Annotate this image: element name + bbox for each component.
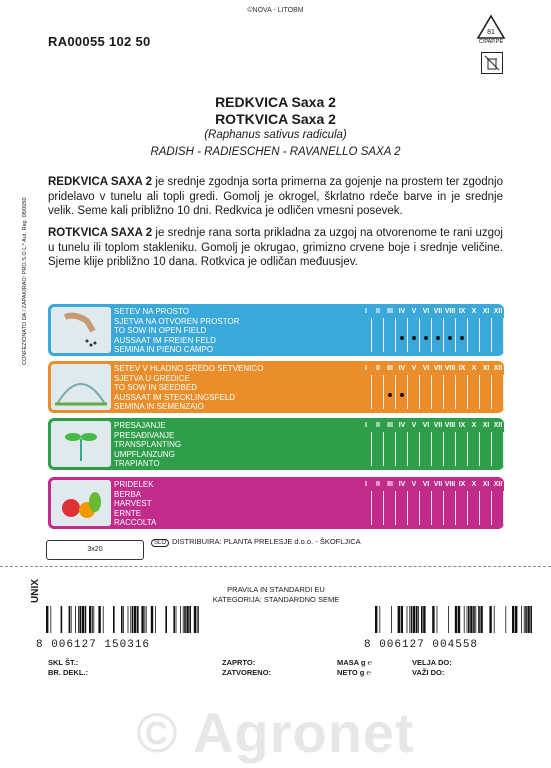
barcode-bar (391, 606, 392, 633)
month-divider (407, 318, 408, 352)
barcode-bar (468, 606, 470, 633)
barcode-bar (432, 606, 434, 633)
barcode-bar (473, 606, 475, 633)
month-label: II (376, 365, 380, 372)
month-label: VIII (444, 308, 456, 315)
barcode-bar (141, 606, 143, 633)
cut-line (0, 566, 551, 567)
month-divider (419, 432, 420, 466)
month-divider (455, 432, 456, 466)
barcode-bar (98, 606, 100, 633)
month-divider (503, 491, 504, 525)
month-label: VIII (444, 481, 456, 488)
barcode-bar (455, 606, 457, 633)
month-divider (371, 491, 372, 525)
month-label: IV (398, 422, 406, 429)
barcode-bar (512, 606, 514, 633)
barcode-bar (480, 606, 482, 633)
calendar-row-labels: SETEV V HLADNO GREDO SETVENICO SJETVA U GREDICE TO SOW IN SEEDBED AUSSAAT IM STECKLINGSFELD SEMINA IN SEMENZAIO (114, 364, 264, 411)
barcode-bar (103, 606, 104, 633)
barcode-bar (409, 606, 410, 633)
month-label: V (411, 365, 417, 372)
seedling-icon (51, 421, 111, 467)
distributor-info: SLO DISTRIBUIRA: PLANTA PRELESJE d.o.o. - ŠKOFLJICA (151, 537, 361, 547)
barcode-bar (69, 606, 71, 633)
barcode-bar (448, 606, 449, 633)
month-active-dot (400, 336, 404, 340)
barcode-bar (524, 606, 525, 633)
copyright-text: ©NOVA - LITOBM (247, 7, 304, 14)
month-divider (431, 375, 432, 409)
barcode-bar (475, 606, 476, 633)
month-divider (479, 432, 480, 466)
barcode-bar (411, 606, 413, 633)
barcode-bar (521, 606, 522, 633)
month-divider (455, 491, 456, 525)
month-divider (503, 318, 504, 352)
barcode-bar (134, 606, 136, 633)
calendar-row-labels: PRESAJANJE PRESAĐIVANJE TRANSPLANTING UMPFLANZUNG TRAPIANTO (114, 421, 182, 468)
barcode-bar (146, 606, 147, 633)
month-divider (431, 432, 432, 466)
month-label: VII (433, 481, 443, 488)
barcode-bar (197, 606, 198, 633)
month-grid (360, 477, 504, 529)
barcode-bar (198, 606, 199, 633)
month-label: X (471, 422, 477, 429)
barcode-number-2: 8 006127 004558 (364, 639, 479, 651)
month-divider (479, 491, 480, 525)
barcode-number-1: 8 006127 150316 (36, 639, 151, 651)
month-divider (491, 491, 492, 525)
packaging-info: CONFEZIONATO DA / ZAPAKIRAO: PRO.S.O.L.* Aut. Reg. 08/0050 (22, 197, 28, 365)
description-croatian: ROTKVICA SAXA 2 je srednje rana sorta prikladna za uzgoj na otvorenome te rani uzgoj u tunelu ili toplom stakleniku. Gomolj je okrugao, grimizno crvene boje i srednje veličine. Sjeme klije približno 10 dana. Rotkvica je odličan međuusjev. (48, 227, 503, 268)
barcode-bar (437, 606, 438, 633)
month-divider (407, 375, 408, 409)
month-divider (491, 318, 492, 352)
month-label: VI (422, 308, 430, 315)
barcode-bar (46, 606, 48, 633)
month-divider (503, 432, 504, 466)
month-divider (443, 432, 444, 466)
month-divider (503, 375, 504, 409)
month-divider (395, 432, 396, 466)
barcode-bar (176, 606, 177, 633)
month-label: VI (422, 422, 430, 429)
barcode-1 (44, 606, 204, 633)
plant-spacing: 3x20 (46, 540, 144, 560)
trash-bin-icon (481, 52, 503, 74)
month-label: IX (458, 481, 466, 488)
barcode-bar (79, 606, 81, 633)
barcode-bar (421, 606, 423, 633)
month-label: II (376, 308, 380, 315)
month-label: XI (482, 365, 490, 372)
sowing-hand-icon (51, 307, 111, 353)
month-label: V (411, 422, 417, 429)
footer-sealed-labels: ZAPRTO: ZATVORENO: (222, 658, 272, 677)
calendar-row-labels: PRIDELEK BERBA HARVEST ERNTE RACCOLTA (114, 480, 157, 527)
month-divider (371, 318, 372, 352)
barcode-bar (75, 606, 76, 633)
calendar-row-transplanting (48, 418, 504, 470)
barcode-bar (128, 606, 129, 633)
month-active-dot (400, 393, 404, 397)
month-label: VII (433, 308, 443, 315)
barcode-bar (123, 606, 124, 633)
month-label: XI (482, 308, 490, 315)
month-label: I (365, 481, 367, 488)
barcode-bar (173, 606, 175, 633)
month-divider (395, 318, 396, 352)
month-label: IX (458, 308, 466, 315)
barcode-bar (183, 606, 184, 633)
month-divider (395, 375, 396, 409)
barcode-bar (423, 606, 425, 633)
month-active-dot (448, 336, 452, 340)
month-divider (407, 432, 408, 466)
month-label: V (411, 308, 417, 315)
barcode-bar (186, 606, 188, 633)
barcode-bar (515, 606, 517, 633)
barcode-bar (155, 606, 156, 633)
month-divider (443, 375, 444, 409)
month-label: III (387, 365, 393, 372)
greenhouse-icon (51, 364, 111, 410)
month-label: VIII (444, 365, 456, 372)
month-label: III (387, 481, 393, 488)
month-divider (383, 432, 384, 466)
month-label: VII (433, 422, 443, 429)
calendar-row-labels: SETEV NA PROSTO SJETVA NA OTVOREN PROSTOR TO SOW IN OPEN FIELD AUSSAAT IM FREIEN FELD SEMINA IN PIENO CAMPO (114, 307, 240, 354)
barcode-bar (137, 606, 139, 633)
month-divider (395, 491, 396, 525)
title-croatian: ROTKVICA Saxa 2 (215, 111, 336, 127)
barcode-bar (89, 606, 91, 633)
month-divider (419, 491, 420, 525)
barcode-2 (373, 606, 533, 633)
month-divider (467, 432, 468, 466)
barcode-bar (375, 606, 377, 633)
month-divider (479, 318, 480, 352)
month-divider (443, 318, 444, 352)
month-label: XI (482, 422, 490, 429)
month-grid (360, 304, 504, 356)
barcode-bar (489, 606, 491, 633)
month-active-dot (412, 336, 416, 340)
language-names: RADISH - RADIESCHEN - RAVANELLO SAXA 2 (150, 146, 401, 158)
month-label: X (471, 308, 477, 315)
barcode-bar (121, 606, 123, 633)
barcode-bar (61, 606, 63, 633)
month-label: VIII (444, 422, 456, 429)
month-label: IV (398, 308, 406, 315)
barcode-bar (165, 606, 167, 633)
barcode-bar (530, 606, 532, 633)
recycle-number: 81 (487, 29, 495, 36)
barcode-bar (132, 606, 134, 633)
barcode-bar (494, 606, 495, 633)
barcode-bar (416, 606, 418, 633)
month-label: XII (493, 481, 503, 488)
barcode-bar (113, 606, 115, 633)
month-label: VII (433, 365, 443, 372)
watermark: © Agronet (136, 701, 415, 764)
month-divider (491, 375, 492, 409)
month-label: V (411, 481, 417, 488)
barcode-bar (478, 606, 480, 633)
barcode-bar (130, 606, 131, 633)
recycle-icon (476, 14, 506, 40)
month-label: XII (493, 422, 503, 429)
month-divider (479, 375, 480, 409)
barcode-bar (151, 606, 153, 633)
month-label: I (365, 308, 367, 315)
month-divider (419, 375, 420, 409)
month-divider (407, 491, 408, 525)
barcode-bar (458, 606, 460, 633)
month-label: VI (422, 365, 430, 372)
barcode-bar (505, 606, 506, 633)
barcode-bar (527, 606, 529, 633)
latin-name: (Raphanus sativus radicula) (204, 129, 347, 141)
barcode-bar (407, 606, 408, 633)
barcode-bar (525, 606, 527, 633)
footer-valid-labels: VELJA DO: VAŽI DO: (412, 658, 452, 677)
footer-mass-labels: MASA g ℮ NETO g ℮ (337, 658, 373, 677)
month-label: XII (493, 308, 503, 315)
month-divider (467, 318, 468, 352)
month-label: X (471, 365, 477, 372)
barcode-bar (71, 606, 72, 633)
month-divider (455, 318, 456, 352)
month-divider (491, 432, 492, 466)
barcode-bar (93, 606, 94, 633)
calendar-row-harvest (48, 477, 504, 529)
product-code: RA00055 102 50 (48, 34, 151, 49)
month-active-dot (460, 336, 464, 340)
month-divider (431, 318, 432, 352)
barcode-bar (379, 606, 380, 633)
month-label: X (471, 481, 477, 488)
month-label: XI (482, 481, 490, 488)
month-active-dot (436, 336, 440, 340)
month-label: IV (398, 481, 406, 488)
unix-label: UNIX (30, 579, 41, 603)
barcode-bar (85, 606, 87, 633)
month-label: III (387, 422, 393, 429)
month-label: II (376, 422, 380, 429)
barcode-bar (470, 606, 472, 633)
month-divider (419, 318, 420, 352)
month-label: IV (398, 365, 406, 372)
recycle-label: C/PAP.PE (478, 39, 504, 45)
month-divider (467, 491, 468, 525)
month-label: VI (422, 481, 430, 488)
calendar-row-sowing-seedbed (48, 361, 504, 413)
country-badge: SLO (151, 539, 169, 547)
month-label: XII (493, 365, 503, 372)
month-active-dot (388, 393, 392, 397)
estimated-sign-icon: ℮ (366, 668, 371, 677)
barcode-bar (144, 606, 145, 633)
month-divider (371, 432, 372, 466)
barcode-bar (184, 606, 186, 633)
month-label: I (365, 422, 367, 429)
barcode-bar (92, 606, 93, 633)
month-divider (383, 375, 384, 409)
calendar-row-sowing-open (48, 304, 504, 356)
month-grid (360, 361, 504, 413)
month-divider (455, 375, 456, 409)
month-divider (443, 491, 444, 525)
month-active-dot (424, 336, 428, 340)
barcode-bar (413, 606, 415, 633)
barcode-bar (82, 606, 84, 633)
month-label: IX (458, 422, 466, 429)
month-divider (431, 491, 432, 525)
month-divider (467, 375, 468, 409)
month-label: III (387, 308, 393, 315)
title-slovenian: REDKVICA Saxa 2 (215, 94, 336, 110)
barcode-bar (401, 606, 403, 633)
month-divider (383, 318, 384, 352)
month-label: II (376, 481, 380, 488)
estimated-sign-icon: ℮ (367, 658, 373, 667)
month-grid (360, 418, 504, 470)
month-divider (383, 491, 384, 525)
footer-ref-labels: SKL ŠT.: BR. DEKL.: (48, 658, 88, 677)
vegetables-icon (51, 480, 111, 526)
barcode-bar (467, 606, 468, 633)
month-divider (371, 375, 372, 409)
barcode-bar (189, 606, 191, 633)
standards-info: PRAVILA IN STANDARDI EU KATEGORIJA: STANDARDNO SEME (212, 585, 340, 604)
description-slovenian: REDKVICA SAXA 2 je srednje zgodnja sorta primerna za gojenje na prostem ter zgodnjo pridelavo v tunelu ali topli gredi. Gomolj je okrogel, škrlatno rdeče barve in je srednje velik. Seme kali približno 10 dni. Redkvica je odličen vmesni posevek. (48, 176, 503, 217)
barcode-bar (418, 606, 419, 633)
barcode-bar (180, 606, 181, 633)
month-label: IX (458, 365, 466, 372)
barcode-bar (464, 606, 465, 633)
barcode-bar (50, 606, 51, 633)
barcode-bar (398, 606, 400, 633)
barcode-bar (194, 606, 196, 633)
barcode-bar (78, 606, 79, 633)
month-label: I (365, 365, 367, 372)
